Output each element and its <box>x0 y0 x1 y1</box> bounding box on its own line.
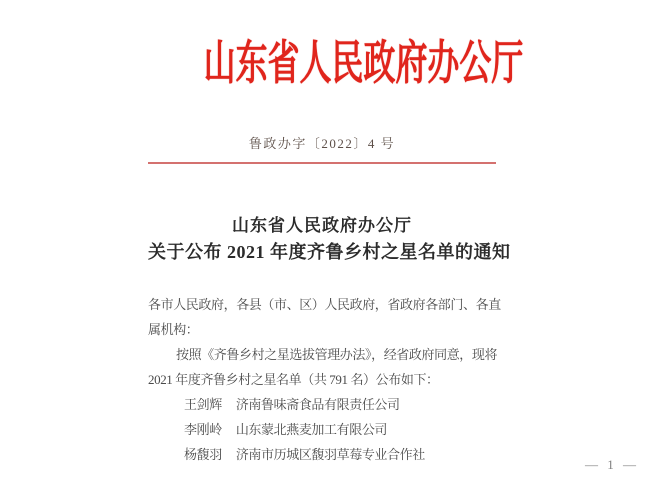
document-column <box>148 0 639 488</box>
star-list-row <box>148 442 496 467</box>
star-name: 杨馥羽 <box>184 447 222 462</box>
star-company: 济南市历城区馥羽草莓专业合作社 <box>235 447 425 462</box>
notice-body <box>148 292 501 467</box>
paragraph-line: 2021 年度齐鲁乡村之星名单（共 791 名）公布如下： <box>148 372 439 387</box>
star-company: 济南鲁味斋食品有限责任公司 <box>235 397 400 412</box>
page-number: — 1 — <box>585 457 639 472</box>
star-list-row <box>148 392 496 417</box>
red-divider-rule <box>148 162 496 164</box>
star-name: 王剑辉 <box>184 397 222 412</box>
star-company: 山东蒙北燕麦加工有限公司 <box>235 422 388 437</box>
salutation-line: 各市人民政府，各县（市、区）人民政府，省政府各部门、各直 <box>148 297 501 312</box>
notice-title-line1: 山东省人民政府办公厅 <box>232 216 412 235</box>
salutation-line: 属机构： <box>148 322 199 337</box>
notice-title-line2: 关于公布 2021 年度齐鲁乡村之星名单的通知 <box>148 242 511 262</box>
star-list-row <box>148 417 496 442</box>
masthead-agency-title: 山东省人民政府办公厅 <box>203 38 524 90</box>
star-name: 李刚岭 <box>184 422 222 437</box>
document-reference-number: 鲁政办字〔2022〕4 号 <box>248 136 396 151</box>
paragraph-line: 按照《齐鲁乡村之星选拔管理办法》，经省政府同意，现将 <box>176 347 498 362</box>
